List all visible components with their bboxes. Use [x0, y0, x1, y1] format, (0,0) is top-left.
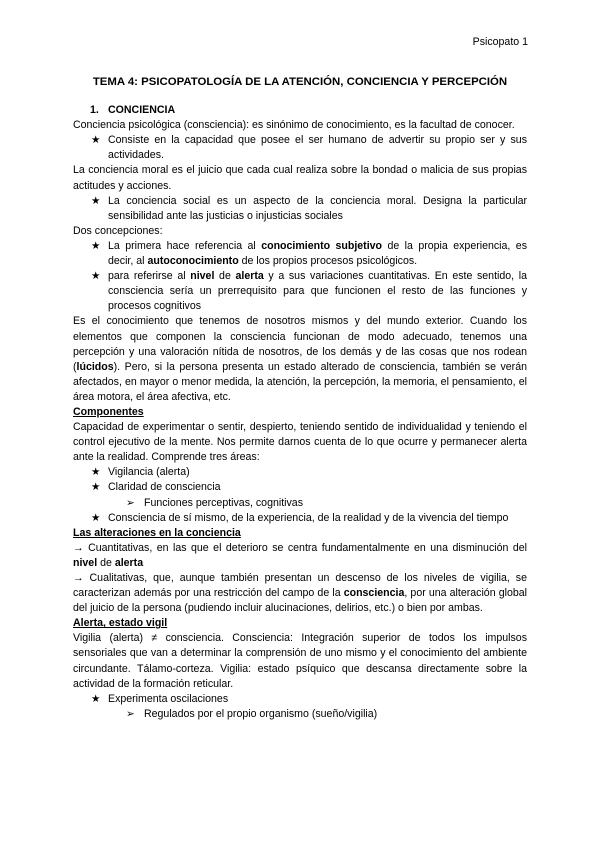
bullet-item	[73, 239, 527, 269]
bullet-text: para referirse al nivel de alerta y a sus variaciones cuantitativas. En este sentido, la consciencia sería un prerrequisito para que funcionen el resto de las funciones y procesos cognitivos	[108, 270, 527, 313]
paragraph-conocimiento: Es el conocimiento que tenemos de nosotros mismos y del mundo exterior. Cuando los elementos que componen la consciencia funcionan de modo adecuado, tenemos una percepción y una valoración nítida de nosotros, de los demás y de las cosas que nos rodean (lúcidos). Pero, si la persona presenta un estado alterado de consciencia, también se verán afectados, en mayor o menor medida, la atención, la percepción, la memoria, el pensamiento, el área motora, el área afectiva, etc.	[73, 315, 527, 403]
bullet-text: Experimenta oscilaciones	[108, 692, 229, 705]
sub-bullet-item	[73, 496, 527, 511]
bullet-item	[73, 465, 527, 480]
bullet-item	[73, 692, 527, 707]
star-bullet-icon: ★	[91, 239, 101, 252]
paragraph-vigilia: Vigilia (alerta) ≠ consciencia. Consciencia: Integración superior de todos los impulsos sensoriales que van a determinar la comprensión de uno mismo y el conocimiento del ambiente circundante. Tálamo-corteza. Vigilia: estado psíquico que descansa directamente sobre la actividad de la formación reticular.	[73, 632, 527, 690]
bullet-text: La primera hace referencia al conocimiento subjetivo de la propia experiencia, es decir, al autoconocimiento de los propios procesos psicológicos.	[108, 239, 527, 268]
subheading-alerta: Alerta, estado vigil	[73, 617, 168, 630]
bullet-item	[73, 269, 527, 314]
document-title: TEMA 4: PSICOPATOLOGÍA DE LA ATENCIÓN, CONCIENCIA Y PERCEPCIÓN	[92, 76, 508, 88]
bullet-item	[73, 133, 527, 163]
star-bullet-icon: ★	[91, 194, 101, 207]
section-heading	[90, 103, 527, 118]
document-body	[73, 75, 527, 722]
arrow-bullet-icon: ➢	[126, 496, 135, 509]
arrow-bullet-icon: ➢	[126, 707, 135, 720]
bullet-item	[73, 194, 527, 224]
section-number: 1.	[90, 104, 99, 117]
sub-bullet-item	[73, 707, 527, 722]
bullet-text: Consiste en la capacidad que posee el ser humano de advertir su propio ser y sus actividades.	[108, 134, 527, 162]
bullet-text: Vigilancia (alerta)	[108, 466, 190, 479]
paragraph-concepciones: Dos concepciones:	[73, 224, 163, 237]
sub-bullet-text: Funciones perceptivas, cognitivas	[144, 496, 303, 509]
section-label: CONCIENCIA	[108, 104, 176, 117]
star-bullet-icon: ★	[91, 270, 101, 283]
sub-bullet-text: Regulados por el propio organismo (sueño/vigilia)	[144, 707, 378, 720]
page-header: Psicopato 1	[472, 36, 528, 48]
star-bullet-icon: ★	[91, 692, 101, 705]
star-bullet-icon: ★	[91, 511, 101, 524]
paragraph-componentes: Capacidad de experimentar o sentir, despierto, teniendo sentido de individualidad y teniendo el control ejecutivo de la mente. Nos permite darnos cuenta de lo que ocurre y permanecer alerta ante la realidad. Comprende tres áreas:	[73, 421, 527, 464]
paragraph-cuantitativas: → Cuantitativas, en las que el deterioro se centra fundamentalmente en una disminución del nivel de alerta	[73, 541, 527, 569]
paragraph-definition: Conciencia psicológica (consciencia): es sinónimo de conocimiento, es la facultad de conocer.	[73, 119, 515, 132]
star-bullet-icon: ★	[91, 481, 101, 494]
bullet-item	[73, 511, 527, 526]
bullet-text: Consciencia de sí mismo, de la experiencia, de la realidad y de la vivencia del tiempo	[108, 511, 509, 524]
bullet-item	[73, 480, 527, 495]
subheading-componentes: Componentes	[73, 405, 144, 418]
subheading-alteraciones: Las alteraciones en la conciencia	[73, 526, 241, 539]
star-bullet-icon: ★	[91, 134, 101, 147]
bullet-text: La conciencia social es un aspecto de la conciencia moral. Designa la particular sensibilidad ante las justicias o injusticias sociales	[108, 194, 527, 222]
bullet-text: Claridad de consciencia	[108, 481, 221, 494]
star-bullet-icon: ★	[91, 466, 101, 479]
paragraph-cualitativas: → Cualitativas, que, aunque también presentan un descenso de los niveles de vigilia, se caracterizan además por una restricción del campo de la consciencia, por una alteración global del juicio de la persona (pudiendo incluir alucinaciones, delirios, etc.) o bien por ambas.	[73, 572, 527, 615]
paragraph-moral: La conciencia moral es el juicio que cada cual realiza sobre la bondad o malicia de sus propias actitudes y acciones.	[73, 164, 527, 192]
